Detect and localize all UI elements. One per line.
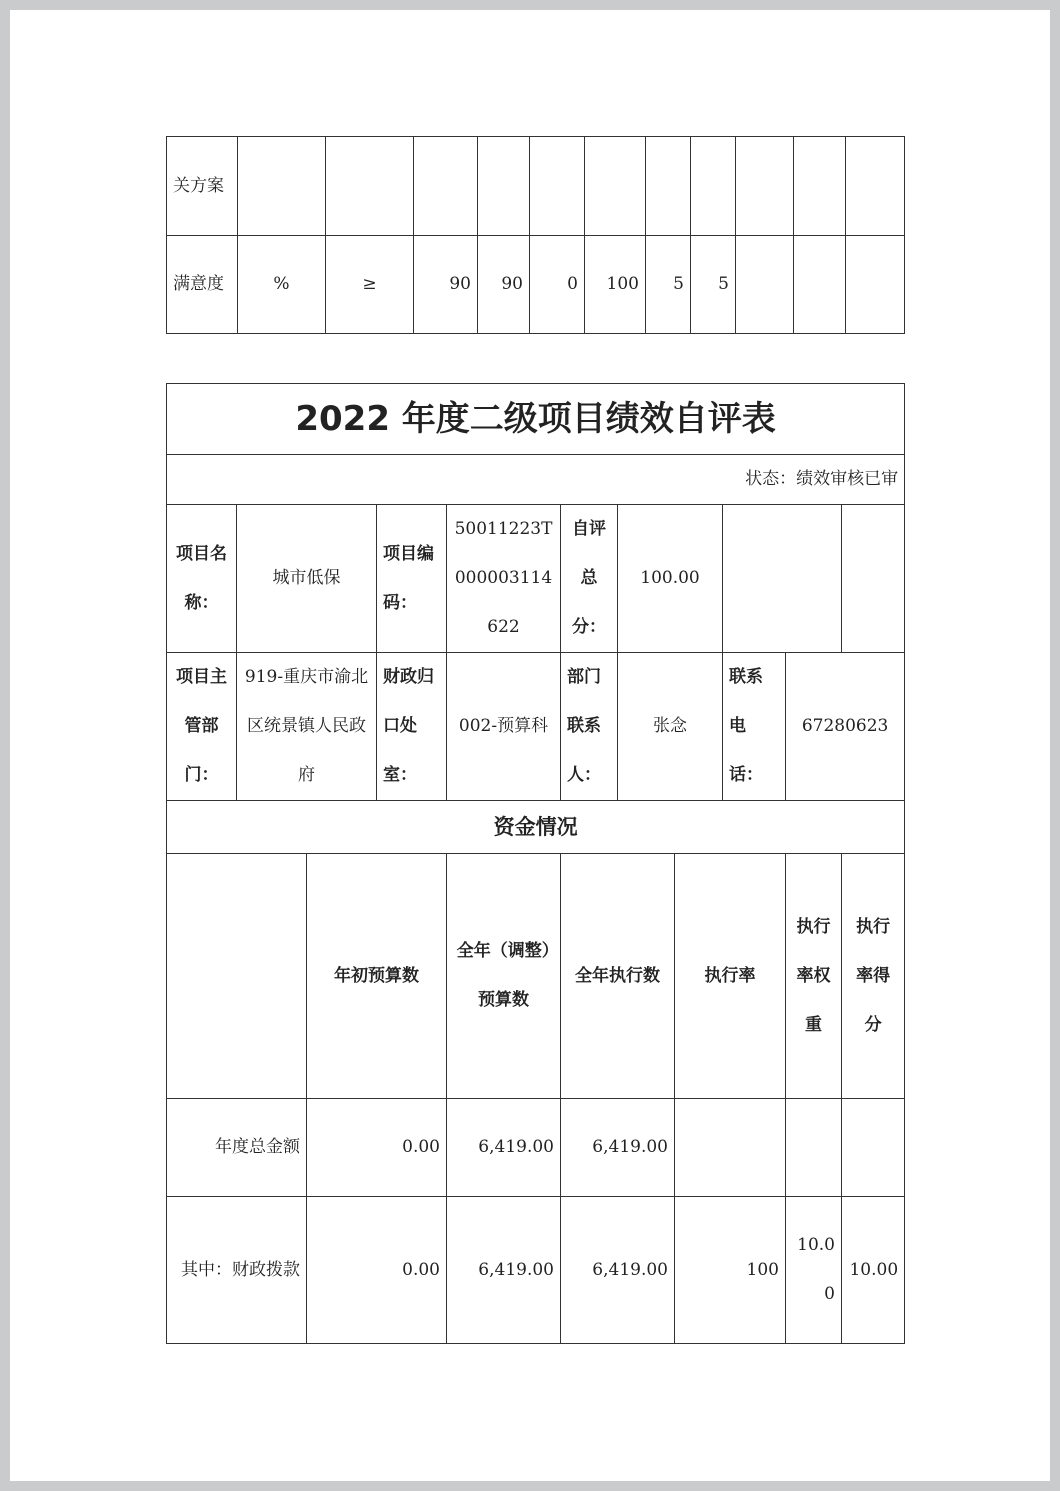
initial-budget-cell: 0.00 xyxy=(307,1099,447,1197)
finance-value: 002-预算科 xyxy=(447,653,561,801)
value-cell: 100 xyxy=(585,236,646,334)
contact-label: 部门联系人： xyxy=(561,653,618,801)
phone-value: 67280623 xyxy=(786,653,905,801)
page-title: 2022 年度二级项目绩效自评表 xyxy=(167,384,905,455)
section-title: 资金情况 xyxy=(167,801,905,854)
project-name-value: 城市低保 xyxy=(237,505,377,653)
score-label: 自评总分： xyxy=(561,505,618,653)
indicator-table xyxy=(166,136,905,334)
score-cell xyxy=(842,1099,905,1197)
actual-cell: 90 xyxy=(478,236,530,334)
indicator-label: 满意度 xyxy=(167,236,238,334)
dept-value: 919-重庆市渝北区统景镇人民政府 xyxy=(237,653,377,801)
rate-cell xyxy=(675,1099,786,1197)
row-label: 年度总金额 xyxy=(167,1099,307,1197)
indicator-label: 关方案 xyxy=(167,137,238,236)
value-cell: 0 xyxy=(530,236,585,334)
table-row xyxy=(167,1099,905,1197)
adjusted-budget-cell: 6,419.00 xyxy=(447,1197,561,1344)
project-name-label: 项目名称： xyxy=(167,505,237,653)
project-code-value: 50011223T000003114622 xyxy=(447,505,561,653)
document-page xyxy=(10,10,1050,1481)
column-header: 年初预算数 xyxy=(307,854,447,1099)
title-row xyxy=(167,384,905,455)
rate-cell: 100 xyxy=(675,1197,786,1344)
weight-cell xyxy=(786,1099,842,1197)
column-header: 执行率 xyxy=(675,854,786,1099)
score-cell: 10.00 xyxy=(842,1197,905,1344)
column-header: 执行率权重 xyxy=(786,854,842,1099)
project-info-row xyxy=(167,505,905,653)
status-row xyxy=(167,455,905,505)
weight-cell: 10.00 xyxy=(786,1197,842,1344)
phone-label: 联系电话： xyxy=(723,653,786,801)
column-header: 全年（调整）预算数 xyxy=(447,854,561,1099)
adjusted-budget-cell: 6,419.00 xyxy=(447,1099,561,1197)
finance-label: 财政归口处室： xyxy=(377,653,447,801)
column-header: 全年执行数 xyxy=(561,854,675,1099)
status-text: 状态：绩效审核已审 xyxy=(167,455,905,505)
funds-title-row xyxy=(167,801,905,854)
value-cell: 5 xyxy=(646,236,691,334)
funds-header-row xyxy=(167,854,905,1099)
operator-cell: ≥ xyxy=(326,236,414,334)
dept-label: 项目主管部门： xyxy=(167,653,237,801)
table-row xyxy=(167,137,905,236)
contact-value: 张念 xyxy=(618,653,723,801)
column-header: 执行率得分 xyxy=(842,854,905,1099)
table-row xyxy=(167,1197,905,1344)
table-row xyxy=(167,236,905,334)
score-value: 100.00 xyxy=(618,505,723,653)
row-label: 其中：财政拨款 xyxy=(167,1197,307,1344)
executed-cell: 6,419.00 xyxy=(561,1099,675,1197)
self-evaluation-table xyxy=(166,383,905,1344)
executed-cell: 6,419.00 xyxy=(561,1197,675,1344)
dept-info-row xyxy=(167,653,905,801)
unit-cell: % xyxy=(238,236,326,334)
value-cell: 5 xyxy=(691,236,736,334)
target-cell: 90 xyxy=(414,236,478,334)
initial-budget-cell: 0.00 xyxy=(307,1197,447,1344)
project-code-label: 项目编码： xyxy=(377,505,447,653)
